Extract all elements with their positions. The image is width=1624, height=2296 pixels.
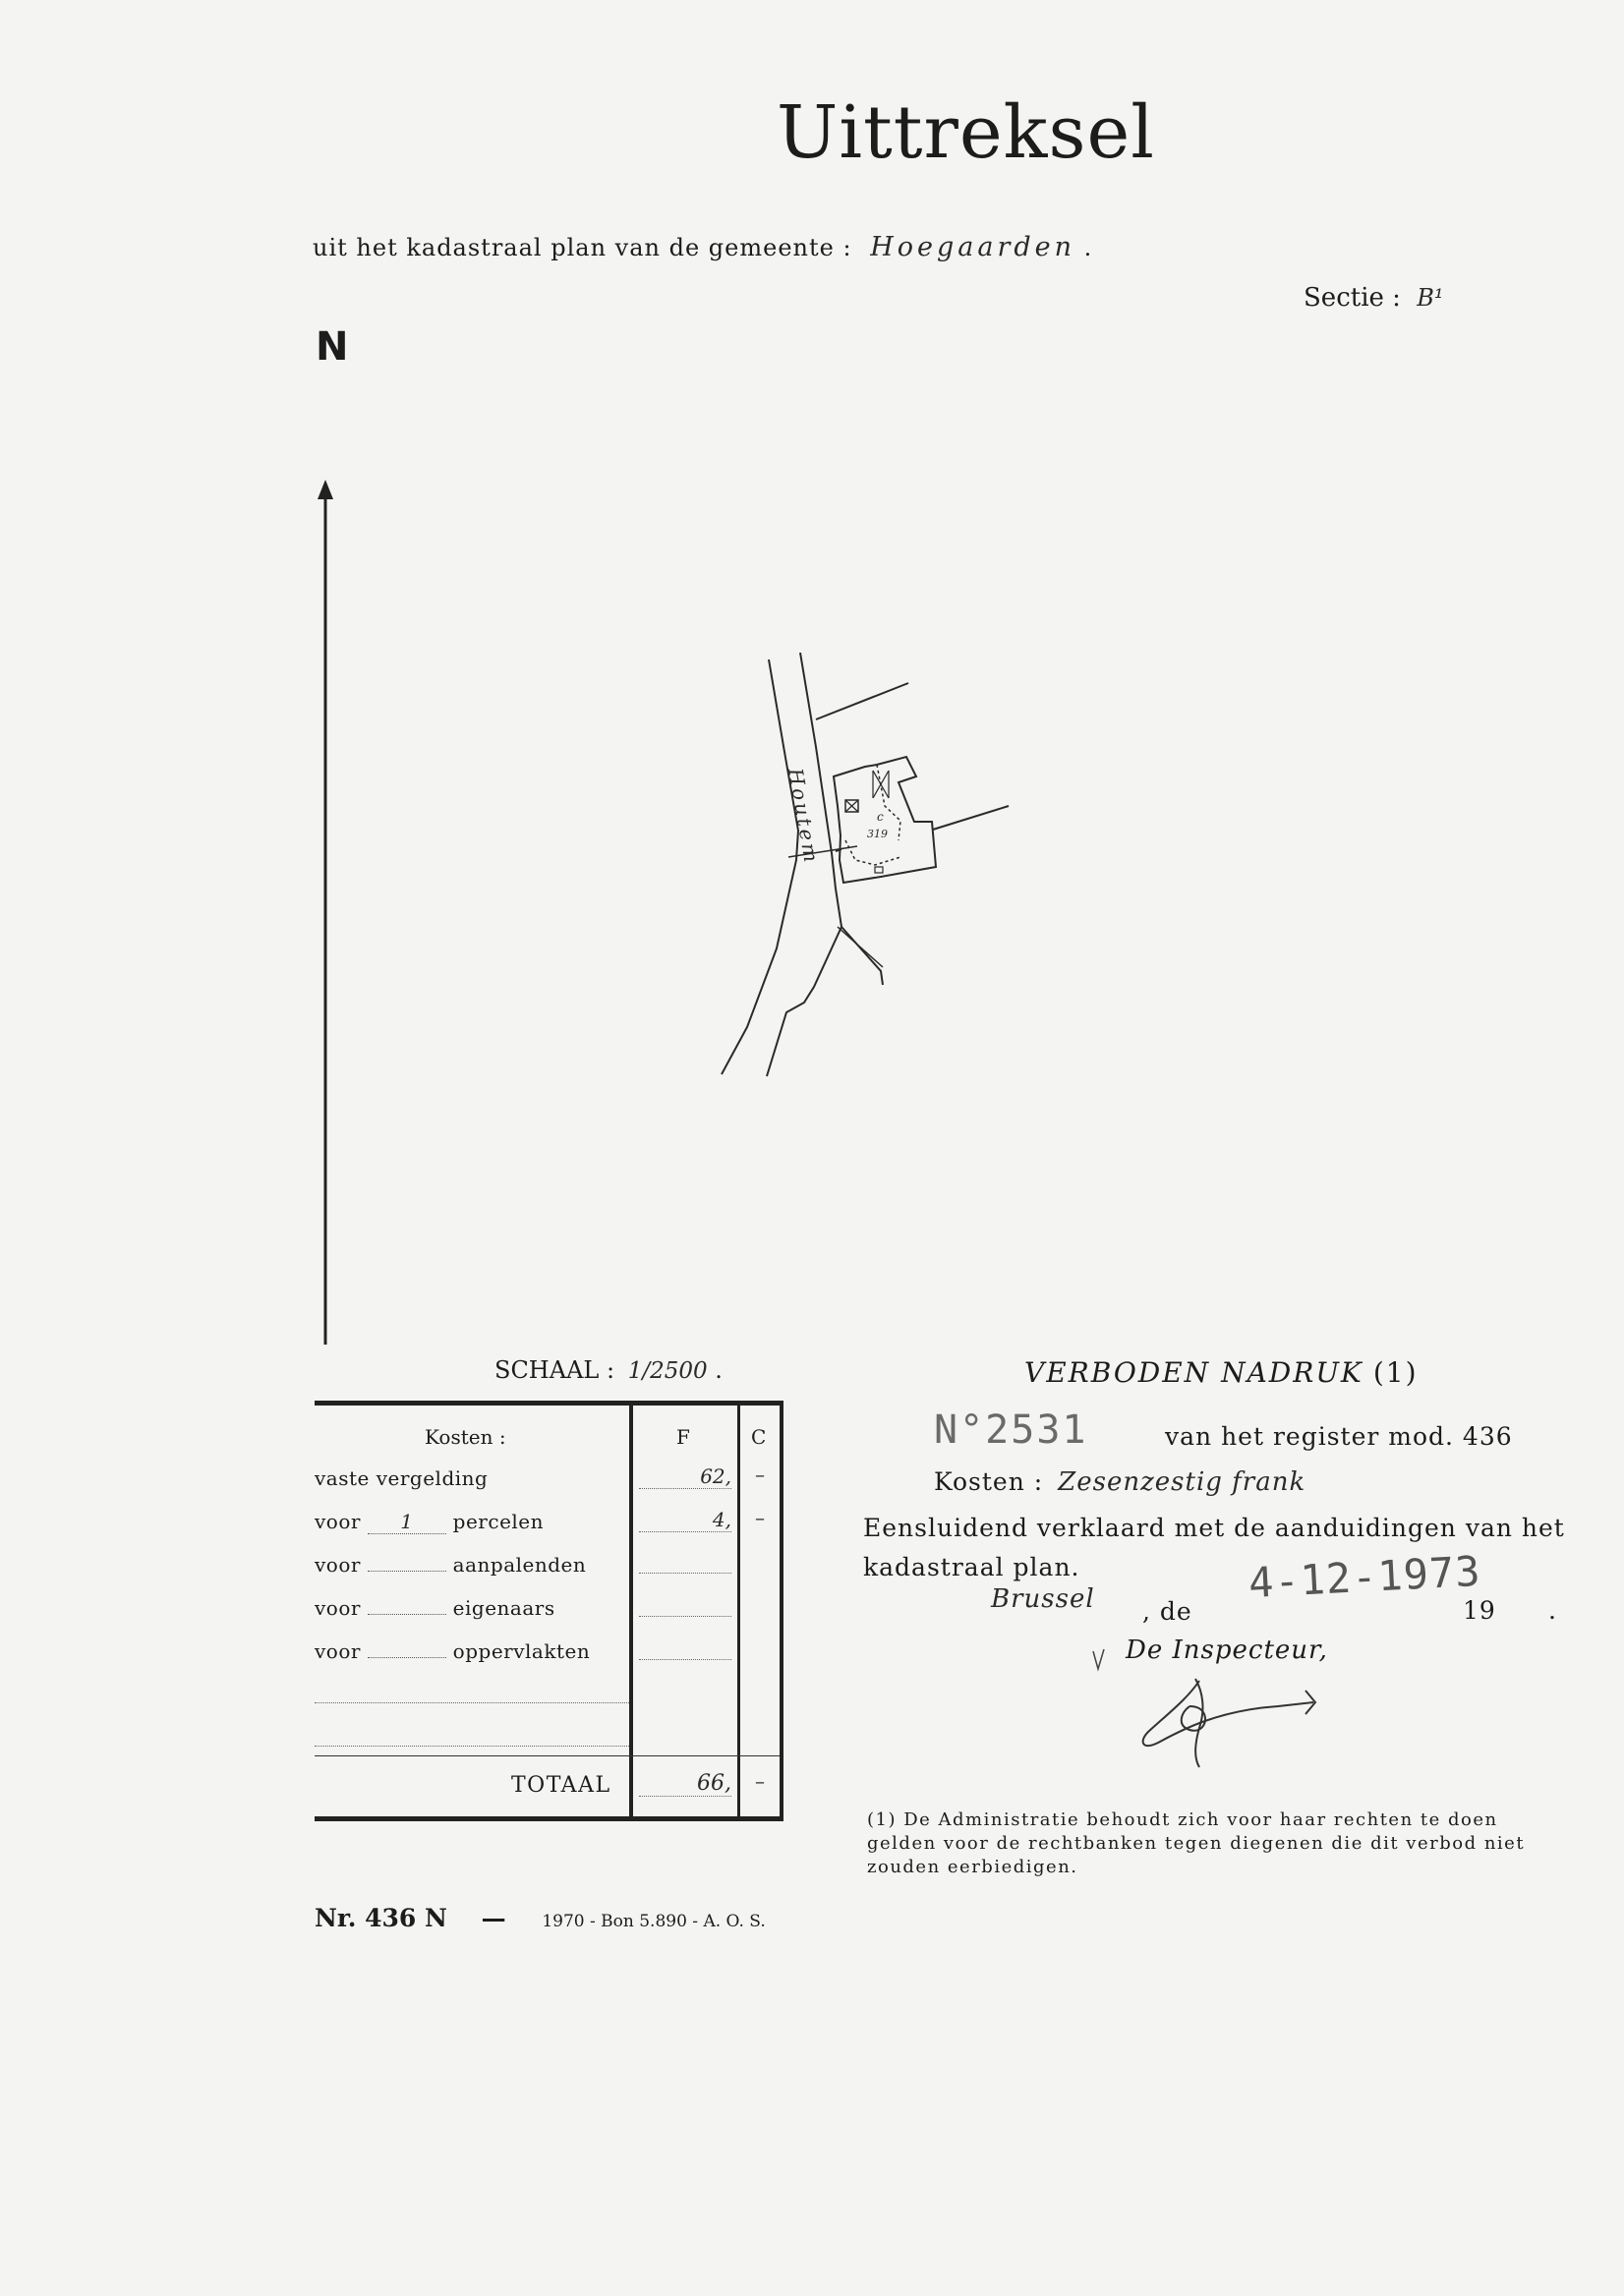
date-de: , de (1142, 1597, 1192, 1626)
declaration-line-2: kadastraal plan. (863, 1553, 1080, 1581)
sectie-field (1304, 283, 1443, 313)
kosten-label: Kosten : (934, 1467, 1044, 1496)
blank-line (315, 1702, 629, 1703)
col-c-header: C (751, 1425, 767, 1449)
check-mark-icon (1091, 1647, 1107, 1673)
row-f-value (639, 1551, 731, 1574)
schaal-value: 1/2500 (627, 1358, 708, 1384)
schaal-label: SCHAAL : (494, 1356, 615, 1384)
total-f-value: 66, (639, 1771, 731, 1797)
footnote-marker: (1) (867, 1809, 897, 1830)
place-value: Brussel (991, 1584, 1095, 1614)
cost-row-label (315, 1596, 555, 1620)
print-reference: 1970 - Bon 5.890 - A. O. S. (542, 1912, 766, 1931)
intro-end: . (1083, 234, 1093, 261)
document-title: Uittreksel (777, 90, 1155, 175)
year-end: . (1548, 1596, 1557, 1625)
sectie-value: B¹ (1417, 284, 1444, 312)
row-label: aanpalenden (452, 1553, 587, 1577)
declaration-line-1: Eensluidend verklaard met de aanduidingen van het (863, 1514, 1565, 1542)
row-fill (368, 1571, 446, 1572)
row-f-value (639, 1637, 731, 1660)
form-number: Nr. 436 N (315, 1904, 447, 1932)
row-label: vaste vergelding (315, 1466, 489, 1490)
col-f-header: F (676, 1425, 690, 1449)
blank-line (315, 1746, 629, 1747)
register-number-stamp: N°2531 (934, 1407, 1088, 1453)
total-label: TOTAAL (511, 1773, 611, 1798)
date-stamp: 4-12-1973 (1247, 1546, 1482, 1608)
row-label: percelen (452, 1510, 545, 1533)
footer-dash: — (481, 1904, 506, 1932)
row-prefix: voor (315, 1639, 361, 1663)
verboden-text: VERBODEN NADRUK (1024, 1356, 1363, 1389)
cost-row-label (315, 1553, 586, 1577)
parcel-number: 319 (867, 828, 888, 840)
inspector-signature (1131, 1671, 1337, 1769)
row-prefix: voor (315, 1553, 361, 1577)
kosten-value: Zesenzestig frank (1058, 1467, 1306, 1497)
cost-row-label (315, 1510, 544, 1534)
cost-table (315, 1401, 783, 1821)
footnote (867, 1808, 1559, 1879)
cost-row-label (315, 1466, 488, 1490)
row-fill (368, 1614, 446, 1615)
form-footer (315, 1904, 766, 1932)
row-fill (368, 1657, 446, 1658)
verboden-note: (1) (1372, 1356, 1419, 1389)
sectie-label: Sectie : (1304, 283, 1401, 313)
north-label: N (316, 324, 349, 370)
cost-header: Kosten : (425, 1425, 506, 1449)
schaal-field (494, 1356, 723, 1384)
intro-text: uit het kadastraal plan van de gemeente : (313, 234, 852, 261)
cadastral-map (708, 639, 1032, 1091)
north-arrow-icon (313, 480, 342, 1349)
year-prefix: 19 (1463, 1596, 1496, 1625)
street-label: Houtem (783, 766, 824, 867)
total-rule (315, 1755, 780, 1756)
row-f-value: 4, (639, 1508, 731, 1532)
total-c-value: – (755, 1769, 765, 1793)
row-c-value: – (755, 1506, 765, 1529)
inspector-label: De Inspecteur, (1126, 1636, 1328, 1665)
schaal-end: . (715, 1356, 723, 1384)
cost-row-label (315, 1639, 590, 1663)
row-f-value: 62, (639, 1464, 731, 1489)
register-text: van het register mod. 436 (1165, 1422, 1513, 1451)
footnote-text: De Administratie behoudt zich voor haar rechten te doen gelden voor de rechtbanken tegen diegenen die dit verbod niet zouden eerbiedigen. (867, 1809, 1526, 1877)
row-prefix: voor (315, 1596, 361, 1620)
gemeente-value: Hoegaarden (870, 232, 1076, 262)
row-label: oppervlakten (452, 1639, 591, 1663)
row-prefix: voor (315, 1510, 361, 1533)
intro-line (313, 232, 1092, 262)
parcel-letter: c (877, 810, 884, 824)
verboden-nadruk (1024, 1356, 1419, 1389)
row-fill: 1 (368, 1510, 446, 1534)
row-label: eigenaars (452, 1596, 555, 1620)
row-c-value: – (755, 1463, 765, 1486)
row-f-value (639, 1594, 731, 1617)
kosten-field (934, 1467, 1305, 1497)
